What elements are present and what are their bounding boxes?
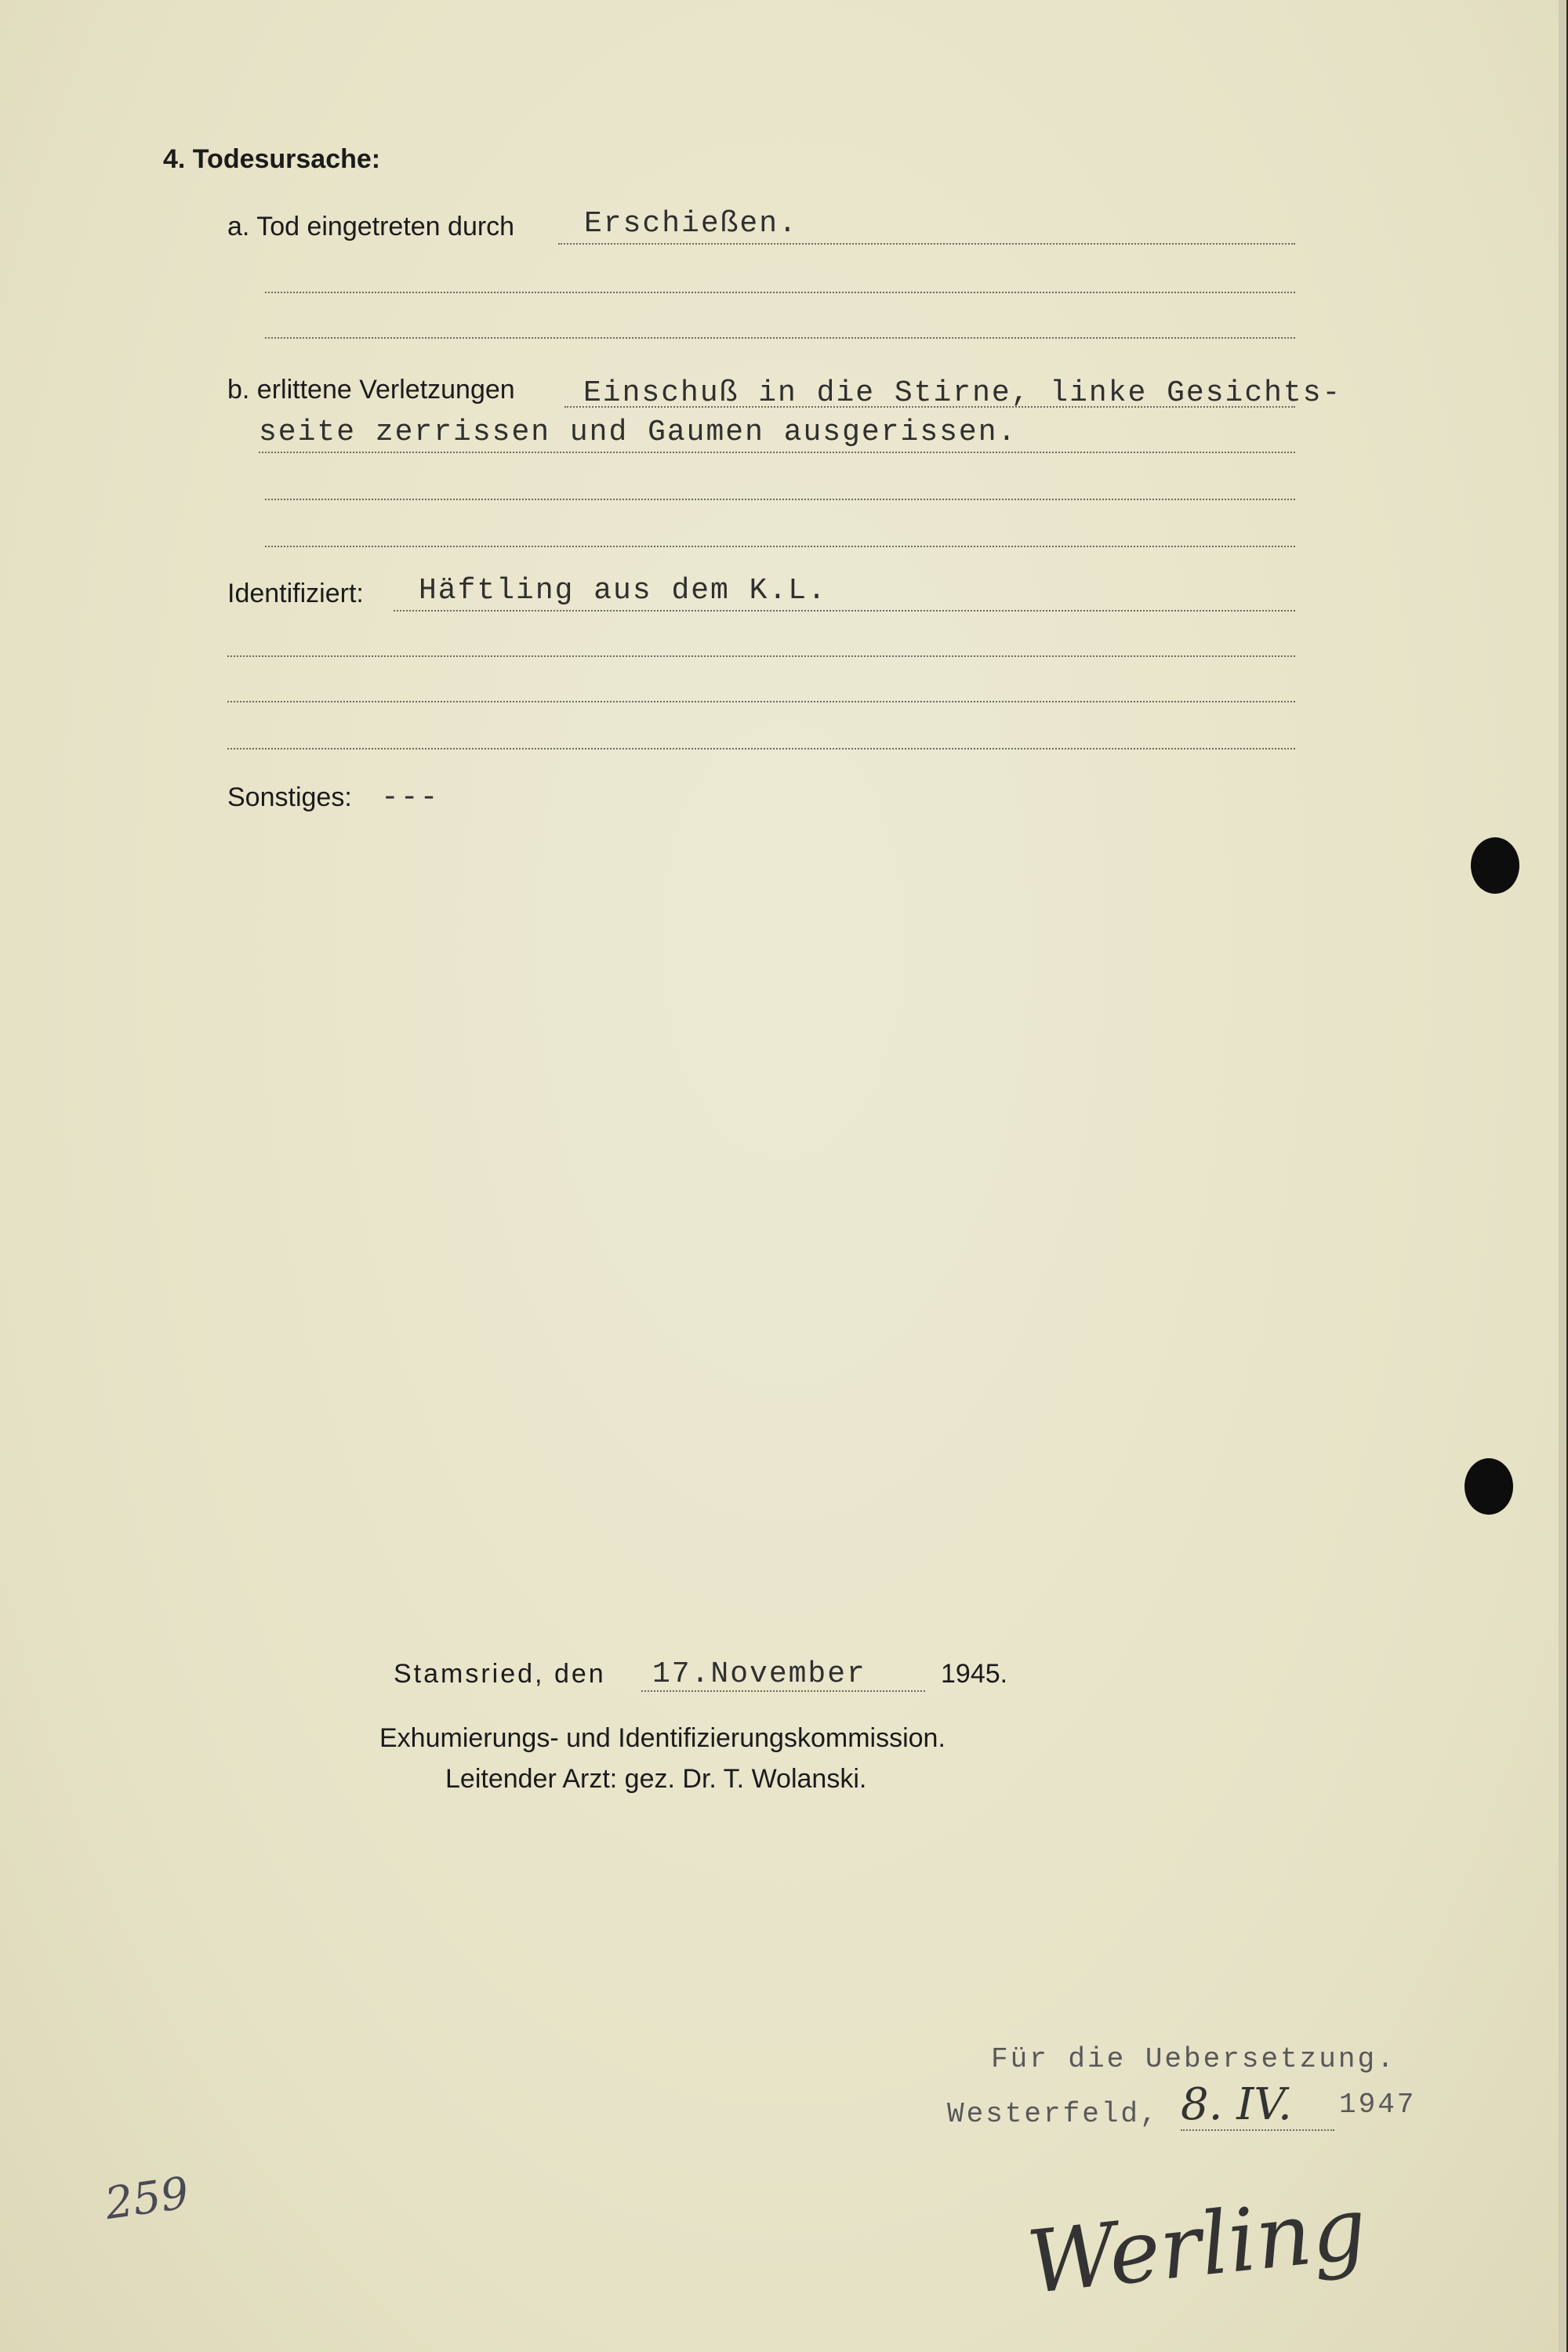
other-label: Sonstiges: <box>227 782 352 812</box>
page-number-handwritten: 259 <box>101 2167 192 2230</box>
injuries-value-line1: Einschuß in die Stirne, linke Gesichts- <box>583 376 1342 410</box>
certification-date: 8. IV. <box>1181 2079 1292 2130</box>
cause-value: Erschießen. <box>584 207 798 241</box>
cause-line <box>558 243 1295 245</box>
injuries-line-1 <box>564 406 1295 408</box>
section-heading: 4. Todesursache: <box>163 144 381 174</box>
injuries-value-line2: seite zerrissen und Gaumen ausgerissen. <box>259 416 1018 449</box>
certification-year: 1947 <box>1339 2089 1417 2121</box>
place-label: Stamsried, den <box>394 1659 606 1689</box>
certification-line-1: Für die Uebersetzung. <box>991 2043 1396 2075</box>
certification-date-line <box>1181 2129 1334 2131</box>
injuries-line-2 <box>259 452 1295 453</box>
cause-line-3 <box>265 337 1295 339</box>
signature: Werling <box>1022 2177 1371 2314</box>
cause-line-2 <box>265 292 1295 293</box>
page-edge <box>1559 0 1566 2352</box>
certification-place: Westerfeld, <box>947 2098 1160 2130</box>
punch-hole-upper <box>1471 837 1519 894</box>
doctor-name: Leitender Arzt: gez. Dr. T. Wolanski. <box>445 1764 867 1794</box>
date-line <box>641 1690 925 1692</box>
injuries-line-4 <box>265 546 1295 547</box>
commission-name: Exhumierungs- und Identifizierungskommission. <box>379 1723 946 1753</box>
identified-line-3 <box>227 701 1295 702</box>
identified-value: Häftling aus dem K.L. <box>419 574 827 608</box>
injuries-label: b. erlittene Verletzungen <box>227 375 515 405</box>
identified-label: Identifiziert: <box>227 579 364 608</box>
other-value: --- <box>381 781 440 815</box>
injuries-line-3 <box>265 499 1295 500</box>
identified-line-1 <box>394 610 1295 612</box>
punch-hole-lower <box>1465 1458 1513 1515</box>
identified-line-4 <box>227 748 1295 750</box>
date-value: 17.November <box>652 1657 866 1691</box>
identified-line-2 <box>227 655 1295 657</box>
year-label: 1945. <box>941 1659 1008 1689</box>
cause-label: a. Tod eingetreten durch <box>227 212 515 241</box>
